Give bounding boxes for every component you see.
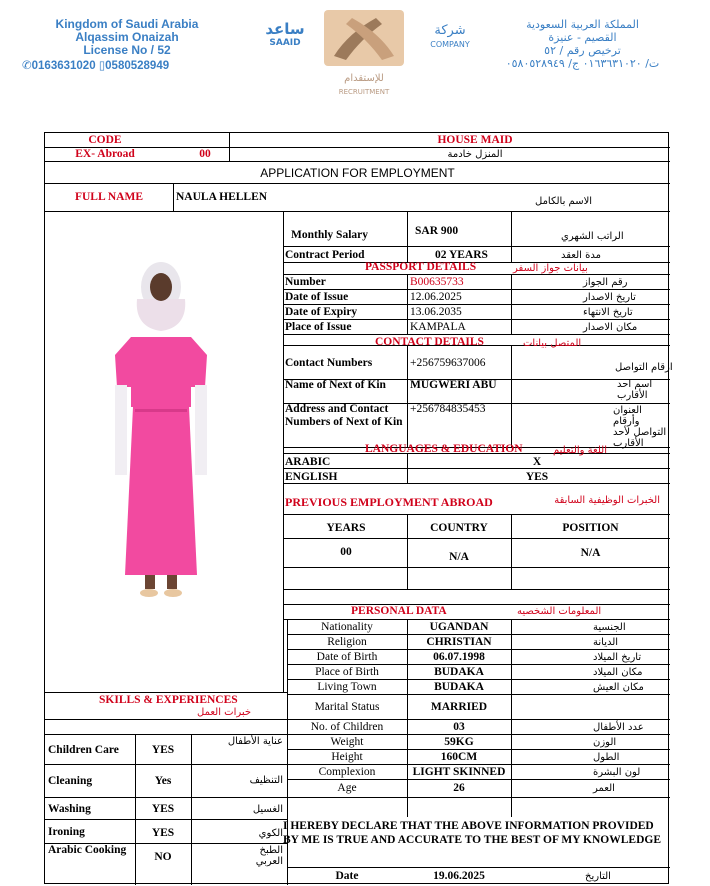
col-country: COUNTRY bbox=[430, 522, 488, 534]
marital-status-label: Marital Status bbox=[314, 701, 380, 713]
personal-data-heading: PERSONAL DATA bbox=[351, 605, 447, 617]
col-years: YEARS bbox=[326, 522, 366, 534]
weight-label: Weight bbox=[330, 736, 364, 748]
passport-issue-value: 12.06.2025 bbox=[410, 291, 462, 303]
languages-heading: LANGUAGES & EDUCATION bbox=[365, 443, 523, 455]
skills-heading-ar: خبرات العمل bbox=[197, 707, 252, 718]
skill-children-care-value: YES bbox=[151, 744, 175, 756]
contact-numbers-label-ar: ارقام التواصل bbox=[615, 362, 673, 373]
agency-country: Kingdom of Saudi Arabia bbox=[55, 17, 199, 31]
kin-name-label-ar: اسم احد الأقارب bbox=[617, 379, 653, 401]
children-count-label-ar: عدد الأطفال bbox=[593, 722, 644, 733]
full-name-label-ar: الاسم بالكامل bbox=[535, 196, 593, 207]
svg-text:RECRUITMENT: RECRUITMENT bbox=[338, 88, 390, 96]
salary-label: Monthly Salary bbox=[291, 229, 368, 241]
kin-contact-value: +256784835453 bbox=[410, 403, 486, 415]
skill-cleaning-value: Yes bbox=[154, 775, 172, 787]
contact-heading: CONTACT DETAILS bbox=[375, 336, 484, 348]
passport-heading: PASSPORT DETAILS bbox=[365, 261, 477, 273]
passport-issue-label-ar: تاريخ الاصدار bbox=[583, 292, 636, 303]
salary-value: SAR 900 bbox=[415, 225, 459, 237]
religion-value: CHRISTIAN bbox=[426, 636, 492, 648]
contact-numbers-label: Contact Numbers bbox=[285, 357, 373, 369]
personal-data-heading-ar: المعلومات الشخصيه bbox=[517, 606, 602, 617]
dob-value: 06.07.1998 bbox=[433, 651, 485, 663]
position-label: HOUSE MAID bbox=[437, 134, 513, 146]
passport-number-label-ar: رقم الجواز bbox=[583, 277, 628, 288]
passport-expiry-value: 13.06.2035 bbox=[410, 306, 462, 318]
full-name-label: FULL NAME bbox=[74, 191, 144, 203]
position-label-ar: المنزل خادمة bbox=[447, 149, 503, 160]
complexion-label: Complexion bbox=[318, 766, 376, 778]
nationality-value: UGANDAN bbox=[429, 621, 489, 633]
languages-heading-ar: اللغة والتعليم bbox=[553, 445, 607, 456]
date-label: Date bbox=[335, 870, 359, 882]
language-english-label: ENGLISH bbox=[285, 471, 338, 483]
passport-expiry-label-ar: تاريخ الانتهاء bbox=[583, 307, 633, 318]
agency-header bbox=[0, 0, 710, 108]
height-label: Height bbox=[331, 751, 363, 763]
weight-label-ar: الوزن bbox=[593, 737, 617, 748]
applicant-photo bbox=[105, 257, 217, 601]
previous-employment-heading-ar: الخبرات الوظيفية السابقة bbox=[554, 495, 660, 506]
application-form bbox=[44, 132, 673, 884]
agency-license-ar: ترخيص رقم / ٥٢ bbox=[544, 44, 621, 57]
children-count-label: No. of Children bbox=[310, 721, 384, 733]
skill-children-care-label-ar: عناية الأطفال bbox=[227, 736, 283, 747]
dob-label: Date of Birth bbox=[316, 651, 378, 663]
agency-info-en bbox=[22, 18, 232, 73]
agency-phones bbox=[22, 60, 232, 73]
contact-heading-ar: المتصل بيانات bbox=[523, 338, 582, 349]
date-value: 19.06.2025 bbox=[433, 870, 485, 882]
phone-icon: ✆ bbox=[22, 60, 32, 72]
skill-ironing-label-ar: الكوي bbox=[258, 828, 283, 839]
religion-label-ar: الديانة bbox=[593, 637, 619, 648]
agency-city-ar: القصيم - عنيزة bbox=[548, 31, 617, 44]
living-town-label-ar: مكان العيش bbox=[593, 682, 644, 693]
form-title: APPLICATION FOR EMPLOYMENT bbox=[260, 166, 455, 180]
skill-washing-label: Washing bbox=[48, 803, 91, 815]
age-value: 26 bbox=[453, 782, 465, 794]
kin-name-value: MUGWERI ABU bbox=[410, 379, 497, 391]
weight-value: 59KG bbox=[444, 736, 474, 748]
living-town-value: BUDAKA bbox=[434, 681, 484, 693]
complexion-label-ar: لون البشرة bbox=[593, 767, 641, 778]
skill-ironing-value: YES bbox=[151, 827, 175, 839]
agency-phone-2: 0580528949 bbox=[105, 60, 170, 72]
language-arabic-value: X bbox=[532, 456, 542, 468]
salary-label-ar: الراتب الشهري bbox=[561, 231, 624, 242]
previous-employment-heading: PREVIOUS EMPLOYMENT ABROAD bbox=[285, 495, 493, 509]
skill-ironing-label: Ironing bbox=[48, 826, 85, 838]
skill-arabic-cooking-value: NO bbox=[154, 851, 172, 863]
mobile-icon: ▯ bbox=[98, 60, 106, 72]
declaration-text: I HEREBY DECLARE THAT THE ABOVE INFORMATION PROVIDED BY ME IS TRUE AND ACCURATE TO THE BEST OF MY KNOWLEDGE bbox=[283, 820, 661, 846]
nationality-label-ar: الجنسية bbox=[593, 622, 626, 633]
age-label: Age bbox=[337, 782, 357, 794]
passport-place-label-ar: مكان الاصدار bbox=[583, 322, 638, 333]
logo-text-right: شركة COMPANY bbox=[430, 23, 470, 49]
agency-country-ar: المملكة العربية السعودية bbox=[526, 18, 639, 31]
pob-label: Place of Birth bbox=[315, 666, 379, 678]
ex-abroad-label: EX- Abroad bbox=[75, 148, 135, 160]
code-label: CODE bbox=[88, 134, 122, 146]
agency-phones-ar: ت/ ٠١٦٣٦٣١٠٢٠ ج/ ٠٥٨٠٥٢٨٩٤٩ bbox=[505, 57, 660, 70]
skill-children-care-label: Children Care bbox=[48, 744, 119, 756]
passport-place-value: KAMPALA bbox=[410, 321, 466, 333]
kin-contact-label: Address and Contact Numbers of Next of Kin bbox=[285, 403, 403, 428]
agency-info-ar bbox=[470, 18, 695, 70]
contract-label: Contract Period bbox=[285, 249, 365, 261]
full-name-value: NAULA HELLEN bbox=[176, 191, 268, 203]
dob-label-ar: تاريخ الميلاد bbox=[593, 652, 642, 663]
religion-label: Religion bbox=[327, 636, 367, 648]
kin-contact-label-ar: العنوان وأرقام التواصل لأحد الأقارب bbox=[613, 405, 667, 449]
prev-years-value: 00 bbox=[340, 546, 352, 558]
passport-place-label: Place of Issue bbox=[285, 321, 352, 333]
marital-status-value: MARRIED bbox=[430, 701, 488, 713]
skill-arabic-cooking-label-ar: الطبخ العربي bbox=[255, 845, 283, 867]
pob-label-ar: مكان الميلاد bbox=[593, 667, 643, 678]
passport-issue-label: Date of Issue bbox=[285, 291, 349, 303]
nationality-label: Nationality bbox=[321, 621, 373, 633]
date-label-ar: التاريخ bbox=[585, 871, 611, 882]
ex-abroad-value: 00 bbox=[199, 148, 211, 160]
children-count-value: 03 bbox=[453, 721, 465, 733]
complexion-value: LIGHT SKINNED bbox=[412, 766, 506, 778]
contract-value: 02 YEARS bbox=[435, 249, 488, 261]
kin-name-label: Name of Next of Kin bbox=[285, 379, 386, 391]
skill-washing-value: YES bbox=[151, 803, 175, 815]
skill-arabic-cooking-label: Arabic Cooking bbox=[48, 844, 127, 856]
agency-logo-icon bbox=[316, 4, 412, 100]
skills-heading: SKILLS & EXPERIENCES bbox=[99, 694, 238, 706]
svg-text:للإستقدام: للإستقدام bbox=[344, 73, 384, 84]
contract-label-ar: مدة العقد bbox=[561, 250, 601, 261]
skill-washing-label-ar: الغسيل bbox=[252, 804, 283, 815]
logo-text-left: ساعد SAAID bbox=[265, 20, 305, 48]
height-label-ar: الطول bbox=[593, 752, 620, 763]
passport-number-value: B00635733 bbox=[410, 276, 464, 288]
col-position: POSITION bbox=[562, 522, 619, 534]
passport-number-label: Number bbox=[285, 276, 326, 288]
pob-value: BUDAKA bbox=[434, 666, 484, 678]
prev-position-value: N/A bbox=[580, 547, 601, 559]
agency-city: Alqassim Onaizah bbox=[75, 30, 179, 44]
prev-country-value: N/A bbox=[449, 551, 469, 563]
height-value: 160CM bbox=[440, 751, 478, 763]
skill-cleaning-label-ar: التنظيف bbox=[249, 775, 283, 786]
language-english-value: YES bbox=[525, 471, 549, 483]
passport-heading-ar: بيانات جواز السفر bbox=[513, 263, 588, 274]
agency-license: License No / 52 bbox=[83, 43, 171, 57]
skill-cleaning-label: Cleaning bbox=[48, 775, 93, 787]
contact-numbers-value: +256759637006 bbox=[410, 357, 486, 369]
living-town-label: Living Town bbox=[317, 681, 377, 693]
passport-expiry-label: Date of Expiry bbox=[285, 306, 358, 318]
agency-phone-1: 0163631020 bbox=[31, 60, 96, 72]
language-arabic-label: ARABIC bbox=[285, 456, 331, 468]
age-label-ar: العمر bbox=[593, 783, 615, 794]
